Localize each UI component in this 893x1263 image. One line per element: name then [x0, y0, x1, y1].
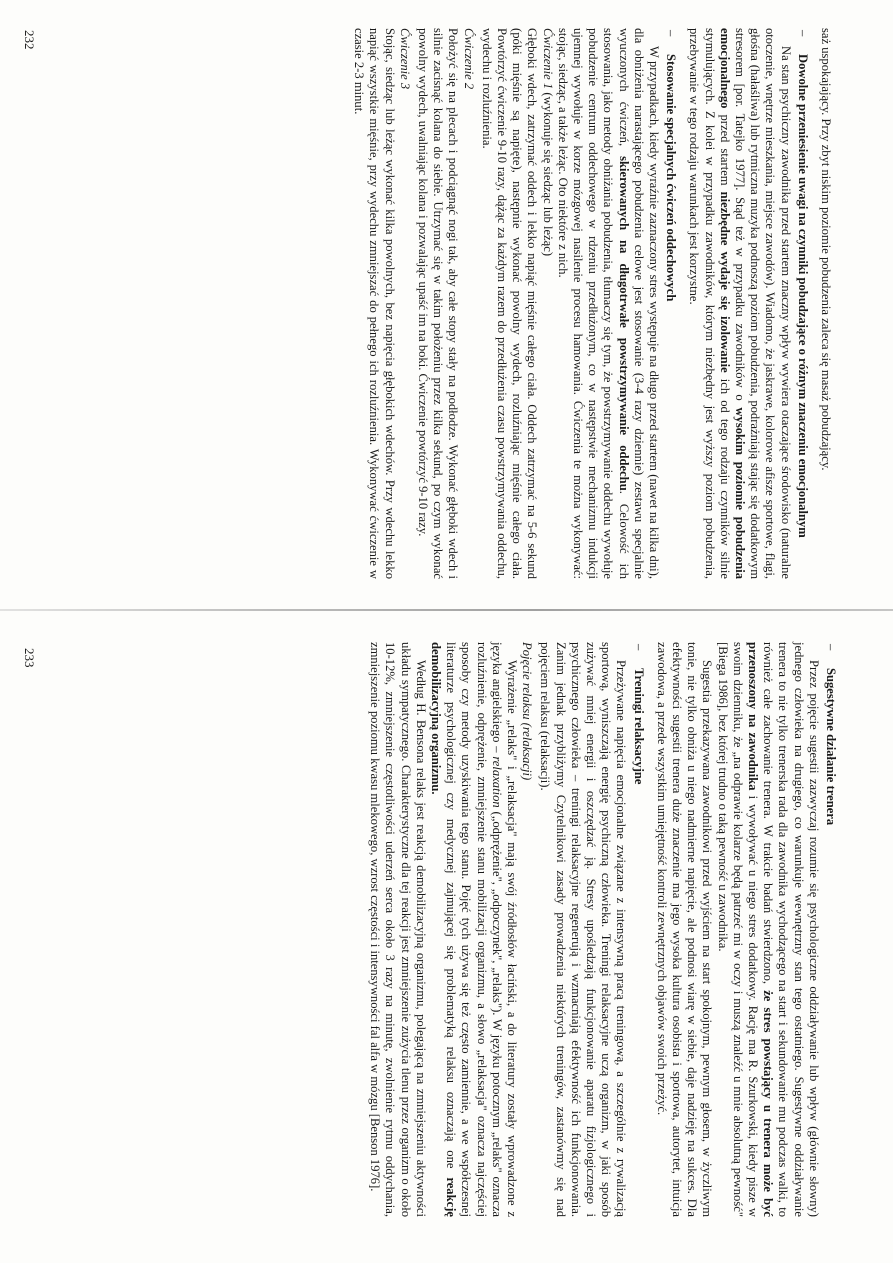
paragraph-breathing: W przypadkach, kiedy wyraźnie zaznaczony stres występuje na długo przed startem (nawet na kilka dni), dla obniżenia narastającego pobudzenia celowe jest stosowanie (3-4 razy dziennie) zestawu specjalnie wyuczonych ćwiczeń, skierowanych na długotrwałe powstrzymywanie oddechu. Celowość ich stosowania, jako metody obniżania pobudzenia, tłumaczy się tym, że powstrzymywanie oddechu wywołuje pobudzenie centrum oddechowego w rdzeniu przedłużonym, co w następstwie mechanizmu indukcji ujemnej wywołuje w korze mózgowej nasilenie procesu hamowania. Ćwiczenia te można wykonywać: stojąc, siedząc, a także leżąc. Oto niektóre z nich.	[555, 28, 661, 580]
bold-phrase: niezbędne wydaje się izolowanie	[717, 191, 732, 373]
page-divider	[0, 609, 893, 611]
book-page-232	[0, 0, 893, 605]
exercise-2-text: Położyć się na plecach i podciągnąć nogi tak, aby całe stopy stały na podłodze. Wykonać głęboki wdech i silnie zacisnąć kolana do siebie. Utrzymać się w takim położeniu przez kilka sekund, po czym wykonać powolny wydech, uwalniając kolana i pozwalając upaść im na boki. Ćwiczenie powtórzyć 9-10 razy.	[415, 28, 461, 579]
paragraph-relax-definition: Wyrażenie „relaks" i „relaksacja" mają swój źródłosłów łaciński, a do literatury zostały wprowadzone z języka angielskiego – relaxation („odprężenie", „odpoczynek", „relaks"). W języku potocznym „relaks" oznacza rozluźnienie, odprężenie, zmniejszenie stanu mobilizacji organizmu, a słowo „relaksacja" oznacza najczęściej sposoby czy metody uzyskiwania tego stanu. Pojęć tych używa się też często zamiennie, a we współczesnej literaturze psychologicznej czy medycznej zajmującej się problematyką relaksu oznaczają one reakcję demobilizacyjną organizmu.	[428, 642, 519, 1217]
exercise-3-title: Ćwiczenie 3	[397, 28, 412, 90]
exercise-title: Ćwiczenie 1	[540, 28, 555, 90]
section-heading-breathing: – Stosowanie specjalnych ćwiczeń oddechowych	[663, 28, 678, 579]
italic-term: relaxation	[489, 756, 504, 808]
exercise-2-title: Ćwiczenie 2	[461, 28, 476, 90]
page-number: 233	[22, 648, 38, 668]
exercise-1: Ćwiczenie 1 (wykonuje się siedząc lub leżąc)	[540, 28, 555, 257]
page-number: 232	[22, 30, 38, 50]
bold-phrase: że stres powstający u trenera może być przenoszony na zawodnika	[745, 642, 776, 1218]
paragraph-environment: Na stan psychiczny zawodnika przed startem znaczny wpływ wywiera otaczające środowisko (naturalne otoczenie, wnętrze mieszkania, miejsce zawodów). Wiadomo, że jaskrawe, kolorowe afisze sportowe, flagi, głośna (hałaśliwa) lub rytmiczna muzyka podnoszą poziom pobudzenia, podrażniają stając się dodatkowym stresorem [por. Tatejko 1977]. Stąd też w przypadku zawodników o wysokim poziomie pobudzenia emocjonalnego przed startem niezbędne wydaje się izolowanie ich od tego rodzaju czynników silnie stymulujących. Z kolei w przypadku zawodników, którym niezbędny jest wyższy poziom pobudzenia, przebywanie w tego rodzaju warunkach jest korzystne.	[687, 28, 793, 579]
top-page-wrapper	[0, 0, 893, 605]
section-heading-relaxation: – Treningi relaksacyjne	[630, 642, 645, 1217]
book-page-233	[0, 618, 893, 1263]
paragraph-suggestion: Przez pojęcie sugestii zazwyczaj rozumie się psychologiczne oddziaływanie lub wpływ (głównie słowny) jednego człowieka na drugiego, co warunkuje wewnętrzny stan tego ostatniego. Sugestywne oddziaływanie trenera to nie tylko trenerska rada dla zawodnika wychodzącego na start i sekundowanie mu podczas walki, to również całe zachowanie trenera. W trakcie badań stwierdzono, że stres powstający u trenera może być przenoszony na zawodnika i wywoływać u niego stres dodatkowy. Rację ma R. Szurkowski, kiedy pisze w swoim dzienniku, że „na odprawie kolarze będą patrzeć mi w oczy i muszą znaleźć u mnie absolutną pewność" [Biega 1986], bez której trudno o taką pewność u zawodnika.	[715, 642, 821, 1218]
paragraph-benson: Według H. Bensona relaks jest reakcją demobilizacyjną organizmu, polegającą na zmniejszeniu aktywności układu sympatycznego. Charakterystyczne dla tej reakcji jest zmniejszenie zużycia tlenu przez organizm o około 10-12%, zmniejszenie częstotliwości uderzeń serca około 3 razy na minutę, zwolnienie rytmu oddychania, zmniejszenie poziomu kwasu mlekowego, wzrost częstości i intensywności fal alfa w mózgu [Benson 1976].	[368, 642, 428, 1217]
subsection-title: Pojęcie relaksu (relaksacji)	[520, 642, 535, 781]
paragraph-relaxation: Przeżywane napięcia emocjonalne związane z intensywną pracą treningową, a szczególnie z rywalizacją sportową, wyniszczają energię psychiczną człowieka. Treningi relaksacyjne uczą organizm, w jaki sposób zużywać mniej energii i oszczędzać ją. Stresy upośledzają funkcjonowanie aparatu fizjologicznego i psychicznego człowieka – treningi relaksacyjne regenerują i wzmacniają efektywność ich funkcjonowania. Zanim jednak przybliżymy Czytelnikowi zasady prowadzenia niektórych treningów, zastanówmy się nad pojęciem relaksu (relaksacji).	[538, 642, 629, 1217]
section-heading-attention-shift: – Dowolne przeniesienie uwagi na czynniki pobudzające o różnym znaczeniu emocjonalnym	[795, 28, 810, 579]
exercise-1-text: Głęboki wdech, zatrzymać oddech i lekko napiąć mięśnie całego ciała. Oddech zatrzymać na 5-6 sekund (póki mięśnie są napięte), następnie wykonać powolny wydech, rozluźniając mięśnie całego ciała. Powtórzyć ćwiczenie 9-10 razy, dążąc za każdym razem do przedłużenia czasu powstrzymywania oddechu, wydechu i rozluźnienia.	[479, 28, 540, 579]
bottom-page-wrapper	[0, 618, 893, 1263]
section-heading-trainer-suggestion: – Sugestywne działanie trenera	[823, 642, 838, 1217]
bold-phrase: wysokim poziomie pobudzenia emocjonalnego	[717, 28, 747, 579]
bold-phrase: reakcję demobilizacyjną organizmu.	[428, 642, 459, 1217]
exercise-3-text: Stojąc, siedząc lub leżąc wykonać kilka powolnych, bez napięcia głębokich wdechów. Przy wdechu lekko napiąć wszystkie mięśnie, przy wydechu zmniejszać do pełnego ich rozluźnienia. Wykonywać ćwiczenie w czasie 2-3 minut.	[352, 28, 397, 579]
intro-paragraph: saż uspokajający. Przy zbyt niskim poziomie pobudzenia zaleca się masaż pobudzający.	[819, 28, 833, 471]
paragraph-suggestion-2: Sugestia przekazywana zawodnikowi przed wyjściem na start spokojnym, pewnym głosem, w życzliwym tonie, nie tylko obniża u niego nadmierne napięcie, ale podnosi wiarę w siebie, daje nadzieję na sukces. Dla efektywności sugestii trenera duże znaczenie ma jego wysoka kultura osobista i sportowa, autorytet, intuicja zawodowa, a przede wszystkim umiejętność kontroli zewnętrznych objawów swoich przeżyć.	[654, 642, 715, 1217]
bold-phrase: skierowanych na długotrwałe powstrzymywanie oddechu	[616, 156, 631, 491]
